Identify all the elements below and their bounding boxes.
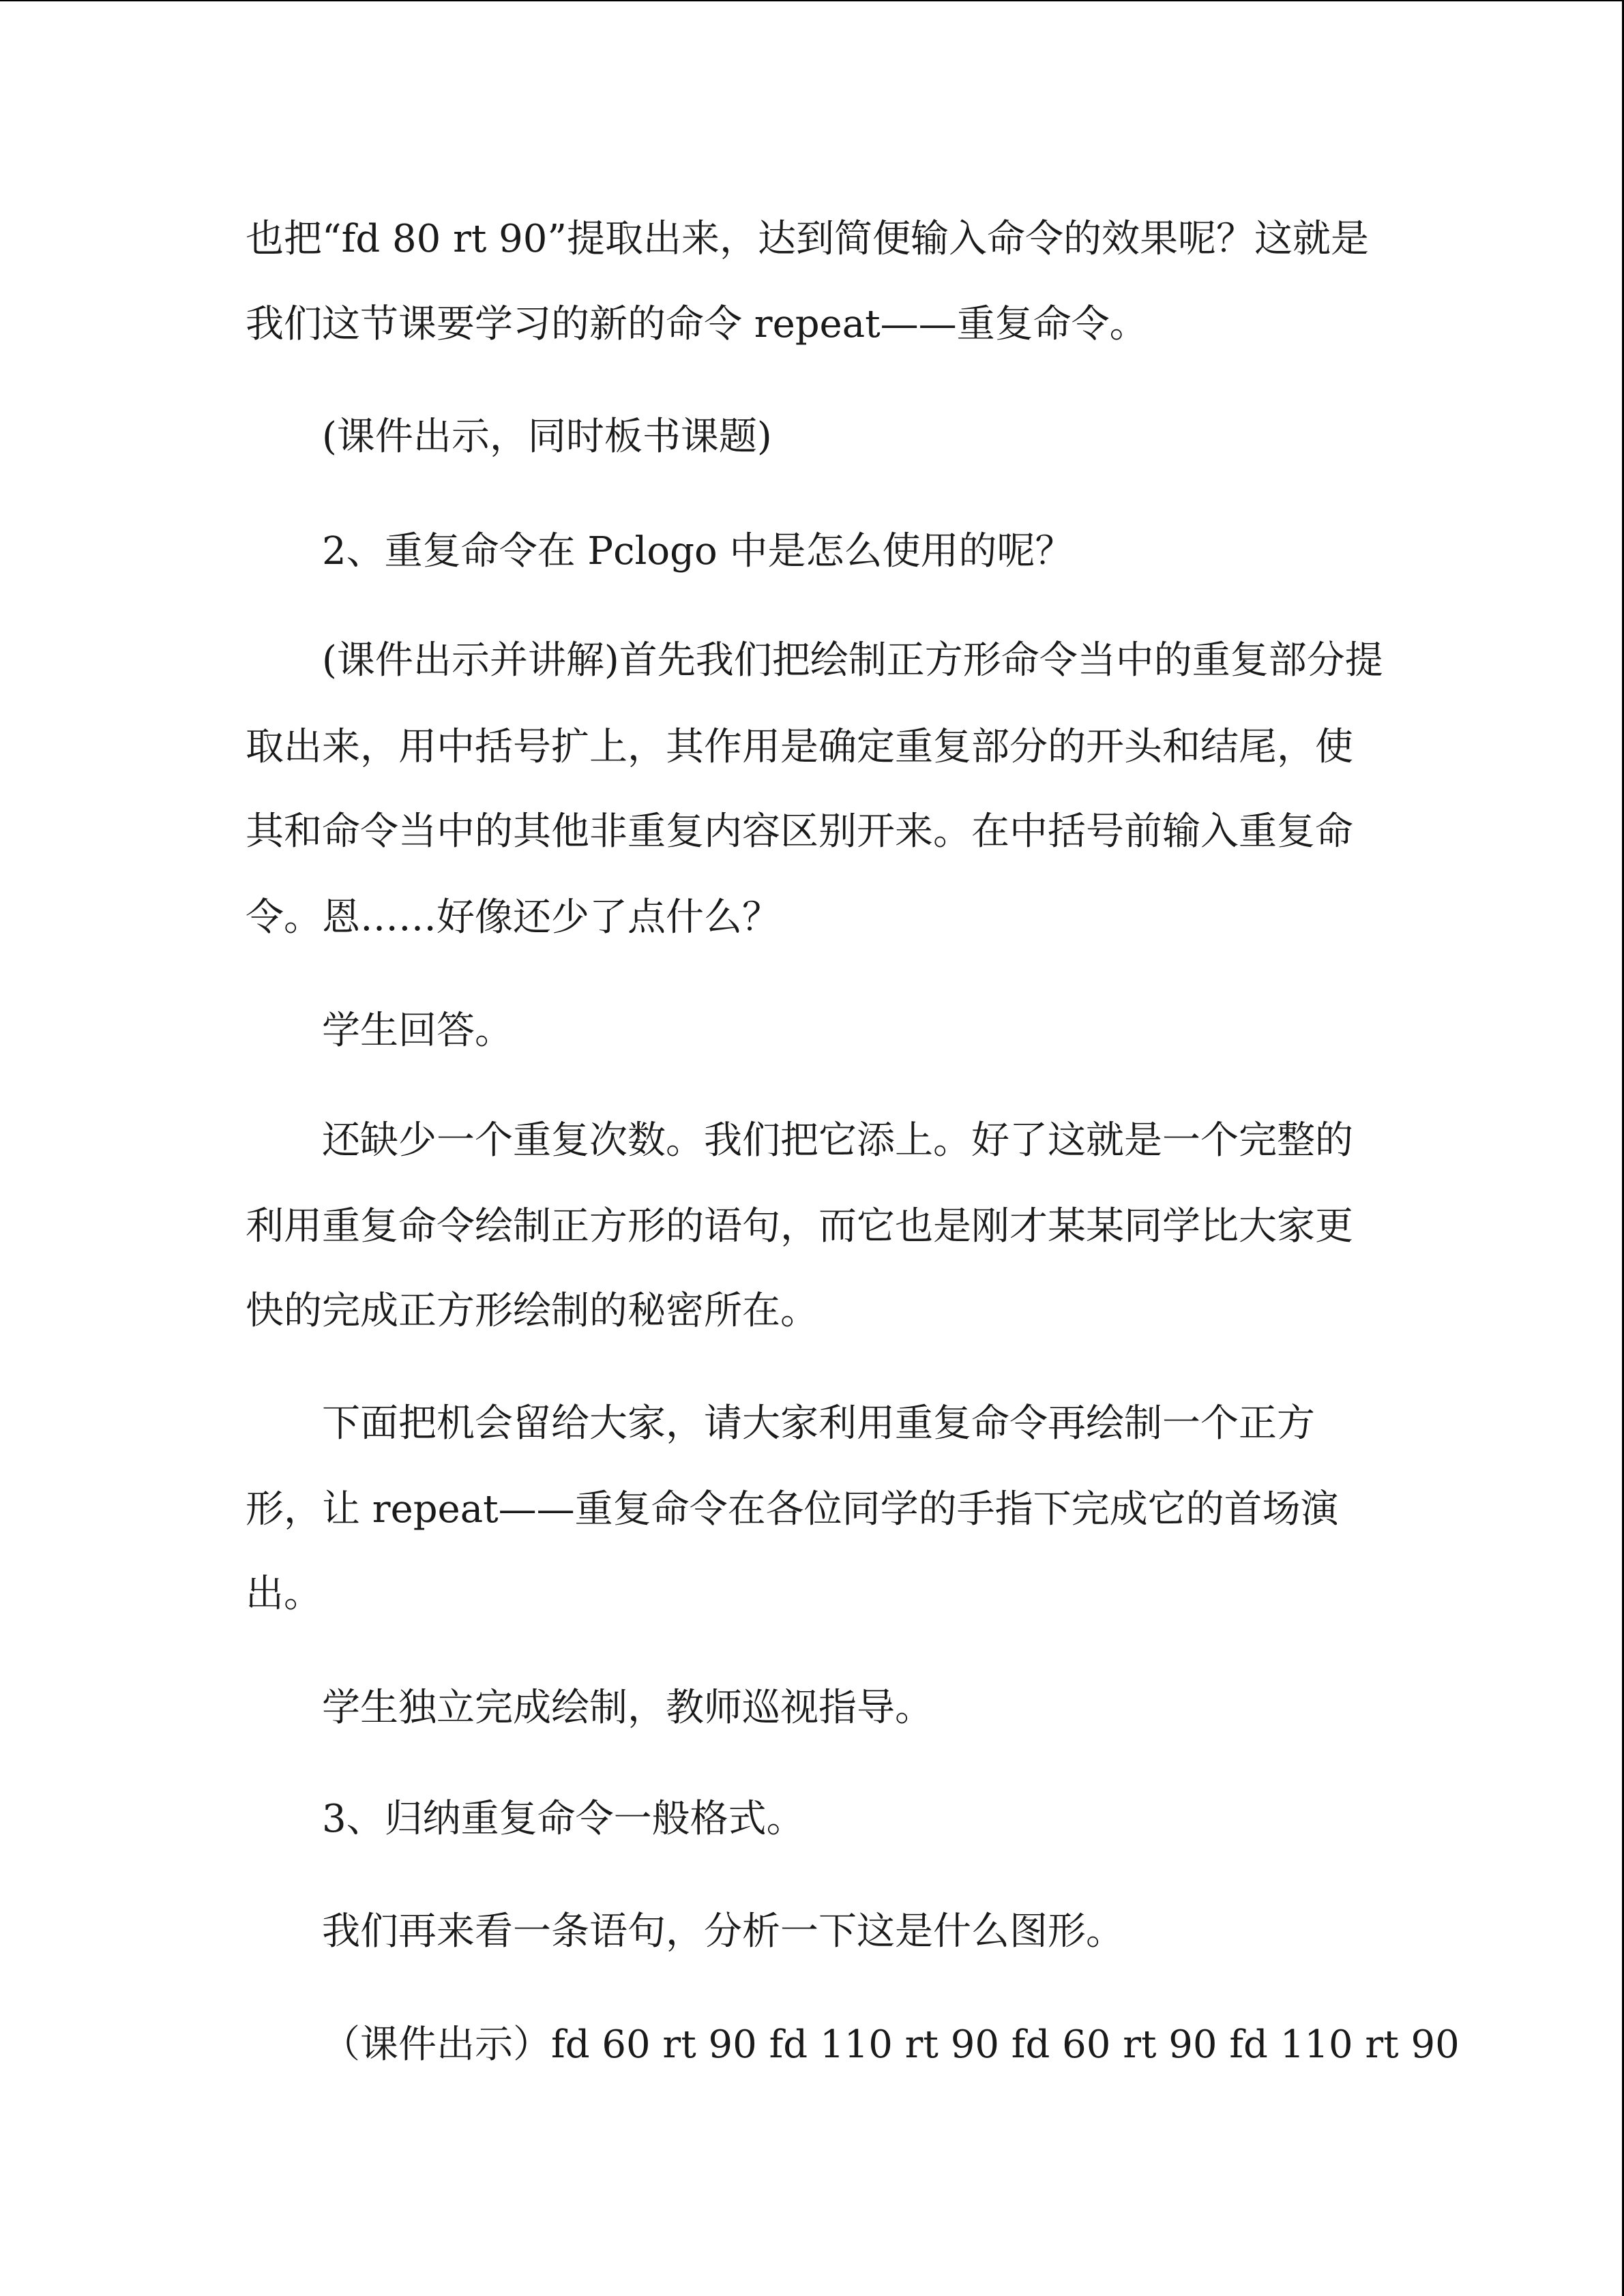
paragraph-line: 还缺少一个重复次数。我们把它添上。好了这就是一个完整的: [322, 1118, 1353, 1163]
paragraph-line: 快的完成正方形绘制的秘密所在。: [246, 1289, 818, 1333]
paragraph-line: 利用重复命令绘制正方形的语句，而它也是刚才某某同学比大家更: [246, 1204, 1353, 1249]
paragraph-line: 我们这节课要学习的新的命令 repeat——重复命令。: [246, 302, 1148, 346]
paragraph-line: (课件出示，同时板书课题): [322, 415, 772, 459]
paragraph-line: 2、重复命令在 Pclogo 中是怎么使用的呢？: [322, 529, 1074, 573]
paragraph-line: 取出来，用中括号扩上，其作用是确定重复部分的开头和结尾，使: [246, 725, 1353, 769]
paragraph-line: 3、归纳重复命令一般格式。: [322, 1797, 805, 1841]
paragraph-line: 下面把机会留给大家，请大家利用重复命令再绘制一个正方: [322, 1401, 1315, 1446]
page-top-border: [0, 0, 1624, 1]
paragraph-line: 出。: [246, 1572, 322, 1616]
paragraph-line: 学生回答。: [322, 1009, 513, 1053]
paragraph-line: 其和命令当中的其他非重复内容区别开来。在中括号前输入重复命: [246, 809, 1353, 854]
paragraph-line: 形，让 repeat——重复命令在各位同学的手指下完成它的首场演: [246, 1487, 1339, 1532]
paragraph-line: 我们再来看一条语句，分析一下这是什么图形。: [322, 1909, 1124, 1954]
paragraph-line: 令。恩……好像还少了点什么？: [246, 895, 780, 940]
paragraph-line: 也把“fd 80 rt 90”提取出来，达到简便输入命令的效果呢？这就是: [246, 217, 1370, 261]
paragraph-line: 学生独立完成绘制，教师巡视指导。: [322, 1686, 933, 1730]
paragraph-line: （课件出示）fd 60 rt 90 fd 110 rt 90 fd 60 rt 90 fd 110 rt 90: [322, 2023, 1460, 2067]
paragraph-line: (课件出示并讲解)首先我们把绘制正方形命令当中的重复部分提: [322, 638, 1383, 683]
